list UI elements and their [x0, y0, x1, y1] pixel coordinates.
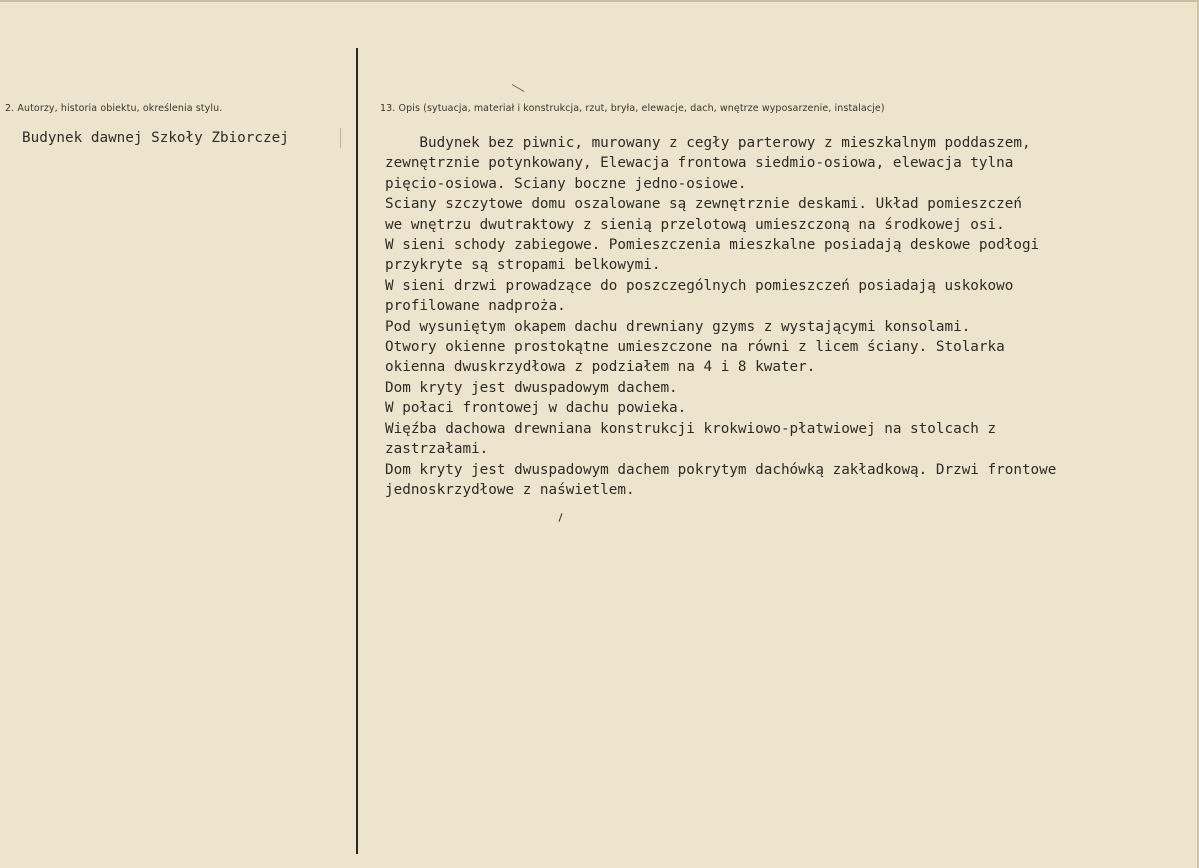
description-line: Otwory okienne prostokątne umieszczone na równi z licem ściany. Stolarka: [385, 339, 1005, 356]
description-line: Dom kryty jest dwuspadowym dachem pokrytym dachówką zakładkową. Drzwi frontowe: [385, 461, 1057, 478]
right-section-heading: 13. Opis (sytuacja, materiał i konstrukcja, rzut, bryła, elewacje, dach, wnętrze wyposarzenie, instalacje): [380, 103, 885, 114]
description-line: W sieni drzwi prowadzące do poszczególnych pomieszczeń posiadają uskokowo: [385, 277, 1014, 294]
pen-stroke-mark: [558, 513, 562, 522]
column-divider: [356, 48, 358, 854]
description-line: we wnętrzu dwutraktowy z sienią przelotową umieszczoną na środkowej osi.: [385, 216, 1005, 233]
sheet-top-edge: [0, 0, 1199, 2]
description-line: zastrzałami.: [385, 441, 489, 458]
description-line: Więźba dachowa drewniana konstrukcji krokwiowo-płatwiowej na stolcach z: [385, 420, 997, 437]
description-line: Sciany szczytowe domu oszalowane są zewnętrznie deskami. Układ pomieszczeń: [385, 196, 1022, 213]
description-text: [385, 133, 1056, 500]
left-section-heading: 2. Autorzy, historia obiektu, określenia stylu.: [5, 103, 223, 114]
description-line: Pod wysuniętym okapem dachu drewniany gzyms z wystającymi konsolami.: [385, 318, 971, 335]
description-line: Budynek bez piwnic, murowany z cegły parterowy z mieszkalnym poddaszem,: [385, 135, 1031, 151]
description-line: przykryte są stropami belkowymi.: [385, 257, 661, 274]
bracket-mark: [336, 128, 341, 148]
description-line: zewnętrznie potynkowany, Elewacja frontowa siedmio-osiowa, elewacja tylna: [385, 155, 1014, 172]
description-line: W połaci frontowej w dachu powieka.: [385, 400, 687, 417]
pencil-tick-mark: [512, 84, 525, 92]
description-line: Dom kryty jest dwuspadowym dachem.: [385, 379, 678, 396]
description-line: pięcio-osiowa. Sciany boczne jedno-osiowe.: [385, 175, 747, 192]
description-line: W sieni schody zabiegowe. Pomieszczenia mieszkalne posiadają deskowe podłogi: [385, 237, 1040, 254]
description-line: jednoskrzydłowe z naświetlem.: [385, 481, 635, 498]
description-line: profilowane nadproża.: [385, 298, 566, 315]
building-name: Budynek dawnej Szkoły Zbiorczej: [22, 130, 289, 146]
description-line: okienna dwuskrzydłowa z podziałem na 4 i 8 kwater.: [385, 359, 816, 376]
